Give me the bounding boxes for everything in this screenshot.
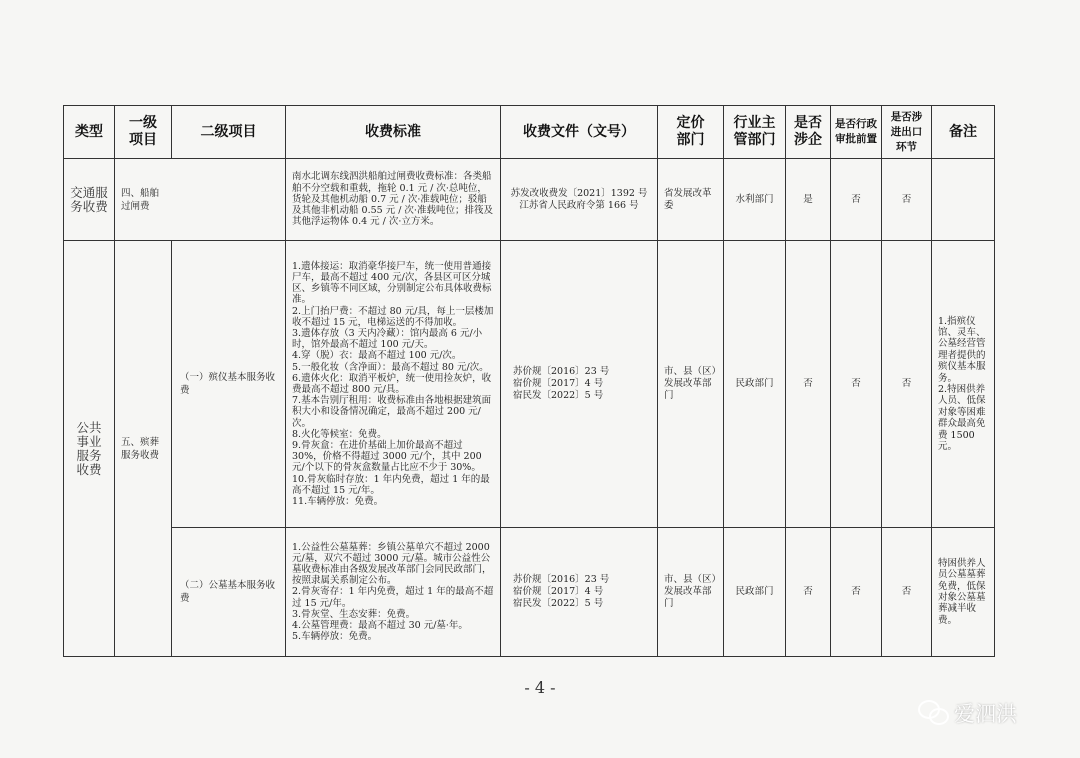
cell-type: 公共事业服务收费 — [64, 241, 115, 657]
cell-import-export: 否 — [882, 241, 932, 528]
header-review: 是否行政审批前置 — [831, 106, 882, 159]
standard-item: 6.遗体火化：取消平板炉，统一使用捡灰炉，收费最高不超过 800 元/具。 — [292, 372, 492, 395]
standard-item: 7.基本告别厅租用：收费标准由各地根据建筑面积大小和设备情况确定，最高不超过 200 元/次。 — [292, 395, 492, 429]
text-line: 宿价规〔2017〕4 号 — [513, 586, 604, 597]
wechat-icon — [918, 700, 948, 726]
cell-remark: 特困供养人员公墓墓葬免费，低保对象公墓墓葬减半收费。 — [932, 528, 995, 657]
watermark — [918, 698, 1017, 728]
text-line: 苏价规〔2016〕23 号 — [513, 366, 610, 377]
cell-pricing-dept: 省发展改革委 — [658, 159, 724, 241]
cell-review: 否 — [831, 241, 882, 528]
cell-standard — [286, 241, 501, 528]
text-line: 宿民发〔2022〕5 号 — [513, 598, 604, 609]
cell-pricing-dept: 市、县（区）发展改革部门 — [658, 528, 724, 657]
header-import-export: 是否涉进出口环节 — [882, 106, 932, 159]
cell-standard: 南水北调东线泗洪船舶过闸费收费标准：各类船舶不分空载和重载，拖轮 0.1 元 / 次·总吨位，货轮及其他机动船 0.7 元 / 次·准载吨位；驳船及其他非机动船 0.55 元 / 次·准载吨位；排筏及其他浮运物体 0.4 元 / 次·立方米。 — [286, 159, 501, 241]
header-document: 收费文件（文号） — [501, 106, 658, 159]
standard-item: 8.火化等候室：免费。 — [292, 428, 387, 440]
table-row — [64, 528, 995, 657]
standard-item: 4.穿（脱）衣：最高不超过 100 元/次。 — [292, 350, 462, 362]
header-pricing-dept: 定价部门 — [658, 106, 724, 159]
watermark-text: 爱泗洪 — [954, 702, 1017, 726]
cell-remark — [932, 241, 995, 528]
table-row — [64, 159, 995, 241]
header-type: 类型 — [64, 106, 115, 159]
document-text — [507, 188, 651, 212]
cell-type: 交通服务收费 — [64, 159, 115, 241]
header-row — [64, 106, 995, 159]
header-standard: 收费标准 — [286, 106, 501, 159]
standard-item: 2.骨灰寄存：1 年内免费，超过 1 年的最高不超过 15 元/年。 — [292, 586, 494, 609]
cell-level1: 五、殡葬服务收费 — [115, 241, 172, 657]
standard-item: 9.骨灰盒：在进价基础上加价最高不超过 30%，价格不得超过 3000 元/个，其中 200 元/个以下的骨灰盒数量占比应不少于 30%。 — [292, 440, 482, 474]
cell-document — [501, 241, 658, 528]
cell-level1: 四、船舶过闸费 — [115, 159, 286, 241]
cell-document — [501, 528, 658, 657]
cell-enterprise: 否 — [786, 528, 831, 657]
standard-item: 3.骨灰堂、生态安葬：免费。 — [292, 608, 416, 620]
header-enterprise: 是否涉企 — [786, 106, 831, 159]
standard-item: 1.遗体接运：取消豪华接尸车，统一使用普通接尸车，最高不超过 400 元/次，各县区可区分城区、乡镇等不同区域，分别制定公布具体收费标准。 — [292, 260, 492, 306]
cell-industry-dept: 水利部门 — [724, 159, 786, 241]
header-level1: 一级项目 — [115, 106, 172, 159]
standard-item: 5.一般化妆（含净面）：最高不超过 80 元/次。 — [292, 361, 489, 373]
cell-enterprise: 否 — [786, 241, 831, 528]
text-line: 1.指殡仪馆、灵车、公墓经营管理者提供的殡仪基本服务。 — [938, 315, 986, 384]
cell-level2: （一）殡仪基本服务收费 — [172, 241, 286, 528]
standard-list — [292, 542, 496, 643]
text-line: 宿价规〔2017〕4 号 — [513, 378, 604, 389]
text-line: 苏发改收费发〔2021〕1392 号 — [510, 187, 648, 199]
page-number: - 4 - — [524, 678, 556, 697]
cell-pricing-dept: 市、县（区）发展改革部门 — [658, 241, 724, 528]
remark-text — [938, 316, 988, 453]
cell-remark — [932, 159, 995, 241]
header-level2: 二级项目 — [172, 106, 286, 159]
cell-enterprise: 是 — [786, 159, 831, 241]
standard-item: 10.骨灰临时存放：1 年内免费，超过 1 年的最高不超过 15 元/年。 — [292, 473, 490, 496]
cell-industry-dept: 民政部门 — [724, 241, 786, 528]
cell-level2: （二）公墓基本服务收费 — [172, 528, 286, 657]
fee-table — [63, 105, 995, 657]
table-row — [64, 241, 995, 528]
text-line: 2.特困供养人员、低保对象等困难群众最高免费 1500 元。 — [938, 384, 986, 453]
cell-import-export: 否 — [882, 528, 932, 657]
header-remark: 备注 — [932, 106, 995, 159]
header-industry-dept: 行业主管部门 — [724, 106, 786, 159]
cell-import-export: 否 — [882, 159, 932, 241]
text-line: 宿民发〔2022〕5 号 — [513, 390, 604, 401]
standard-item: 11.车辆停放：免费。 — [292, 496, 384, 508]
cell-industry-dept: 民政部门 — [724, 528, 786, 657]
standard-list — [292, 261, 496, 507]
text-line: 苏价规〔2016〕23 号 — [513, 574, 610, 585]
cell-document — [501, 159, 658, 241]
standard-item: 4.公墓管理费：最高不超过 30 元/墓·年。 — [292, 620, 468, 631]
cell-review: 否 — [831, 528, 882, 657]
standard-item: 1.公益性公墓墓葬：乡镇公墓单穴不超过 2000 元/墓，双穴不超过 3000 元/墓。城市公益性公墓收费标准由各级发展改革部门会同民政部门，按照隶属关系制定公布。 — [292, 541, 492, 587]
document-text — [513, 574, 651, 610]
document-text — [513, 366, 651, 402]
cell-review: 否 — [831, 159, 882, 241]
standard-item: 5.车辆停放：免费。 — [292, 631, 378, 643]
standard-item: 3.遗体存放（3 天内冷藏）：馆内最高 6 元/小时，馆外最高不超过 100 元/天。 — [292, 327, 483, 351]
text-line: 江苏省人民政府令第 166 号 — [519, 199, 639, 211]
cell-standard — [286, 528, 501, 657]
standard-item: 2.上门抬尸费：不超过 80 元/具，每上一层楼加收不超过 15 元，电梯运送的不得加收。 — [292, 305, 494, 328]
